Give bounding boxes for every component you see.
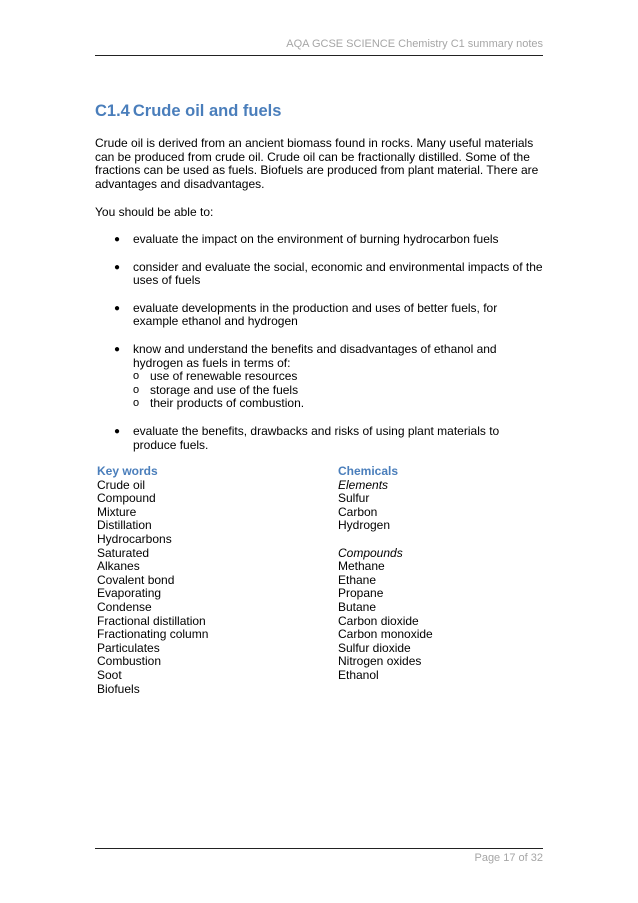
key-words-heading: Key words — [97, 464, 158, 478]
bullet-icon: ● — [114, 302, 121, 314]
list-item-text: know and understand the benefits and disadvantages of ethanol and hydrogen as fuels in terms of: — [133, 341, 497, 370]
list-item — [95, 343, 545, 411]
key-word: Mixture — [97, 504, 137, 519]
list-item — [95, 233, 545, 247]
element-item: Sulfur — [338, 491, 370, 506]
compound-item: Propane — [338, 586, 384, 601]
key-word: Evaporating — [97, 586, 162, 601]
list-item-text: consider and evaluate the social, economic and environmental impacts of the uses of fuels — [133, 259, 543, 288]
list-item-text: evaluate the benefits, drawbacks and risks of using plant materials to produce fuels. — [133, 423, 500, 452]
key-word: Compound — [97, 491, 156, 506]
circle-bullet-icon: o — [133, 397, 140, 410]
intro-paragraph: Crude oil is derived from an ancient biomass found in rocks. Many useful materials can be produced from crude oil. Crude oil can be fractionally distilled. Some of the fractions can be used as fuels. Biofuels are produced from plant material. There are advantages and disadvantages. — [95, 136, 539, 191]
key-word: Saturated — [97, 545, 150, 560]
bullet-icon: ● — [114, 425, 121, 437]
key-word: Distillation — [97, 518, 152, 533]
compound-item: Carbon dioxide — [338, 613, 419, 628]
key-word: Soot — [97, 667, 122, 682]
key-word: Alkanes — [97, 559, 140, 574]
sub-list-item — [133, 370, 545, 384]
sub-list-item-text: their products of combustion. — [150, 396, 305, 411]
key-word: Biofuels — [97, 681, 140, 696]
sub-list-item — [133, 384, 545, 398]
compound-item: Ethane — [338, 572, 377, 587]
list-item — [95, 261, 545, 288]
compound-item: Butane — [338, 599, 377, 614]
compound-item: Nitrogen oxides — [338, 654, 422, 669]
compound-item: Sulfur dioxide — [338, 640, 411, 655]
header-divider — [95, 55, 543, 56]
spacer — [338, 533, 433, 547]
bullet-icon: ● — [114, 343, 121, 355]
chemicals-heading: Chemicals — [338, 464, 399, 478]
chemicals-column — [338, 465, 433, 683]
key-words-column — [97, 465, 208, 696]
sub-list-item-text: use of renewable resources — [150, 369, 298, 384]
key-word: Fractionating column — [97, 627, 209, 642]
page-number: Page 17 of 32 — [474, 852, 543, 864]
compound-item: Ethanol — [338, 667, 379, 682]
bullet-icon: ● — [114, 234, 121, 245]
circle-bullet-icon: o — [133, 370, 140, 383]
element-item: Carbon — [338, 504, 378, 519]
list-item — [95, 302, 545, 329]
objectives-list — [95, 233, 545, 466]
able-to-text: You should be able to: — [95, 205, 214, 219]
sub-list — [133, 370, 545, 411]
circle-bullet-icon: o — [133, 383, 140, 396]
list-item-text: evaluate developments in the production and uses of better fuels, for example ethanol and hydrogen — [133, 300, 498, 329]
elements-label: Elements — [338, 477, 389, 492]
key-word: Combustion — [97, 654, 162, 669]
compound-item: Methane — [338, 559, 385, 574]
compound-item: Carbon monoxide — [338, 627, 433, 642]
sub-list-item-text: storage and use of the fuels — [150, 382, 299, 397]
section-title-text: Crude oil and fuels — [132, 102, 282, 120]
element-item: Hydrogen — [338, 518, 391, 533]
section-title — [95, 102, 281, 121]
page-header: AQA GCSE SCIENCE Chemistry C1 summary notes — [286, 38, 543, 50]
section-number: C1.4 — [95, 102, 130, 120]
footer-divider — [95, 848, 543, 849]
key-word: Crude oil — [97, 477, 146, 492]
compounds-label: Compounds — [338, 545, 403, 560]
key-word: Particulates — [97, 640, 160, 655]
key-word: Hydrocarbons — [97, 531, 172, 546]
list-item-text: evaluate the impact on the environment of burning hydrocarbon fuels — [133, 232, 499, 246]
list-item — [95, 425, 545, 452]
key-word: Fractional distillation — [97, 613, 206, 628]
key-word: Covalent bond — [97, 572, 175, 587]
sub-list-item — [133, 397, 545, 411]
bullet-icon: ● — [114, 261, 121, 273]
key-word: Condense — [97, 599, 152, 614]
